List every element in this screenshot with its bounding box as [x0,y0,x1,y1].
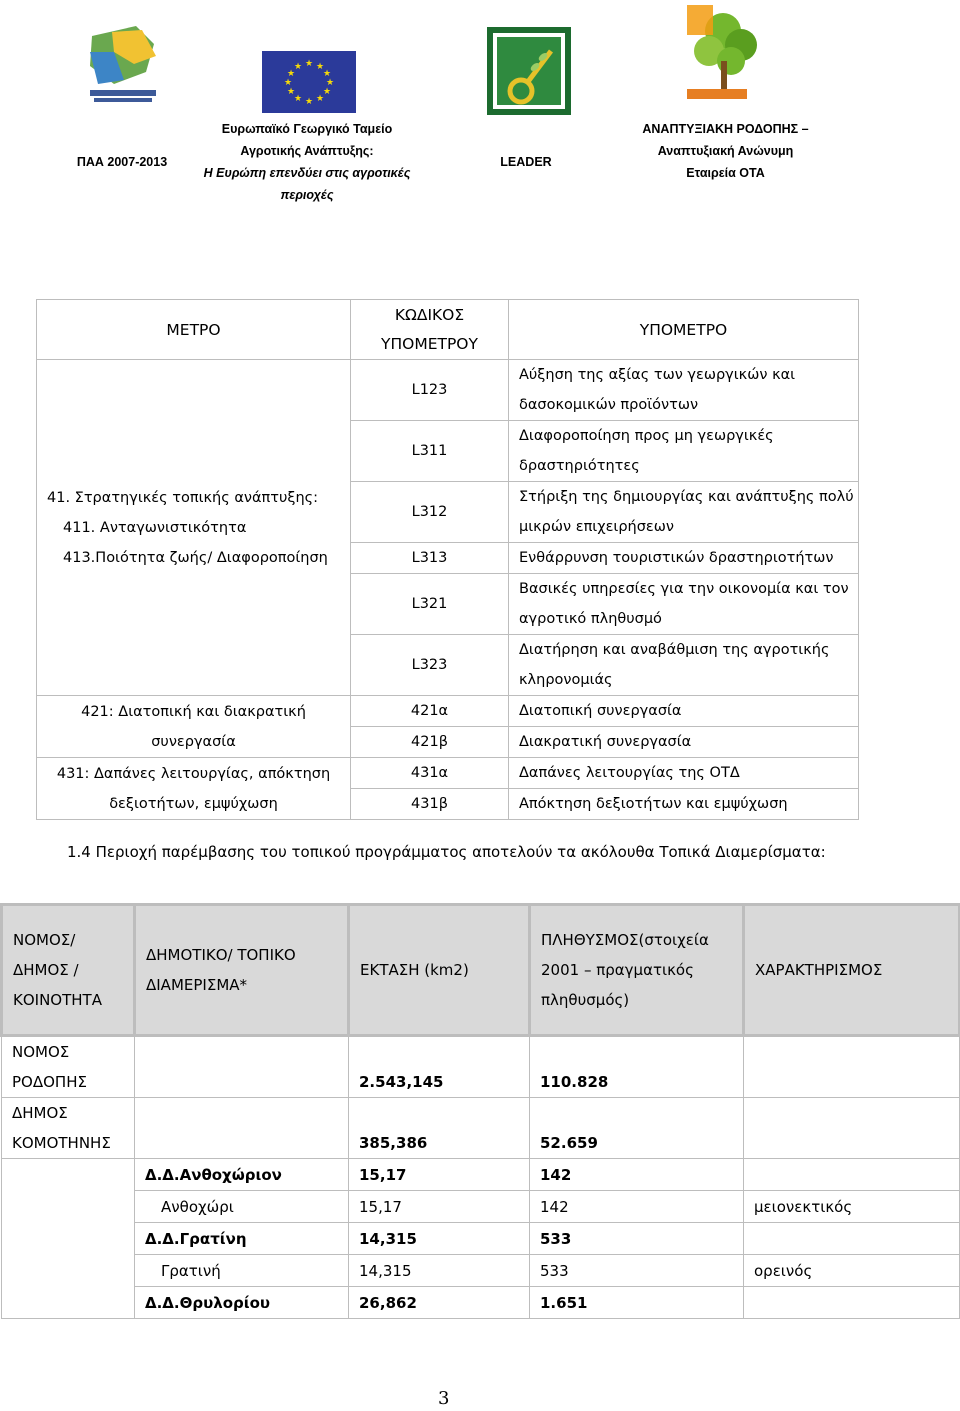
svg-text:★: ★ [304,97,314,107]
table-row [37,696,859,727]
table-row [2,1159,960,1191]
svg-text:★: ★ [283,78,293,88]
dimos-area: 385,386 [349,1098,530,1159]
district-name: Γρατινή [135,1255,349,1287]
svg-text:★: ★ [315,94,325,104]
submeasure-desc: Διακρατική συνεργασία [509,727,859,758]
svg-text:★: ★ [304,59,314,69]
district-population: 533 [530,1255,744,1287]
submeasure-desc: Απόκτηση δεξιοτήτων και εμψύχωση [509,789,859,820]
districts-header-row [2,905,960,1036]
empty-cell [135,1036,349,1098]
col-header-submeasure-code: ΚΩΔΙΚΟΣ ΥΠΟΜΕΤΡΟΥ [351,300,509,360]
districts-table [0,903,960,1319]
nomos-area: 2.543,145 [349,1036,530,1098]
district-name: Δ.Δ.Γρατίνη [135,1223,349,1255]
measure-421-line: 421: Διατοπική και διακρατική [81,703,306,720]
table-row [2,1098,960,1159]
empty-cell [744,1036,960,1098]
dimos-population: 52.659 [530,1098,744,1159]
measure-411-line: 411. Ανταγωνιστικότητα [63,519,247,536]
district-character [744,1287,960,1319]
svg-text:★: ★ [322,87,332,97]
district-area: 26,862 [349,1287,530,1319]
district-population: 1.651 [530,1287,744,1319]
measure-421-cell [37,696,351,758]
measure-431-line: δεξιοτήτων, εμψύχωση [109,795,278,812]
measure-413-line: 413.Ποιότητα ζωής/ Διαφοροποίηση [63,549,328,566]
submeasure-desc: Ενθάρρυνση τουριστικών δραστηριοτήτων [509,543,859,574]
header-leader-label: LEADER [500,155,552,169]
measures-header-row [37,300,859,360]
nomos-line: ΝΟΜΟΣ [12,1043,70,1061]
header-program-label: ΠΑΑ 2007-2013 [76,155,168,169]
submeasure-code: 431β [351,789,509,820]
svg-text:★: ★ [293,94,303,104]
submeasure-code: 421α [351,696,509,727]
col-header-submeasure: ΥΠΟΜΕΤΡΟ [509,300,859,360]
header-eafrd-text: Ευρωπαϊκό Γεωργικό Ταμείο Αγροτικής Ανάπτυξης: Η Ευρώπη επενδύει στις αγροτικές περιοχές [203,122,411,202]
measure-41-cell [37,360,351,696]
anaptyxiaki-rodopis-logo [683,3,769,103]
measure-431-cell [37,758,351,820]
table-row [2,1036,960,1098]
header-line: ΝΟΜΟΣ/ [13,931,76,949]
submeasure-desc: Βασικές υπηρεσίες για την οικονομία και τον αγροτικό πληθυσμό [509,574,859,635]
header-line: ΔΗΜΟΤΙΚΟ/ ΤΟΠΙΚΟ [146,946,296,964]
dimos-line: ΔΗΜΟΣ [12,1104,68,1122]
table-row [37,360,859,421]
eu-flag-logo [262,51,356,113]
district-area: 15,17 [349,1159,530,1191]
svg-text:★: ★ [325,78,335,88]
header-line: πληθυσμός) [541,991,630,1009]
submeasure-code: L313 [351,543,509,574]
svg-text:★: ★ [322,69,332,79]
district-character: ορεινός [744,1255,960,1287]
district-character [744,1223,960,1255]
submeasure-code: L123 [351,360,509,421]
submeasure-code: L321 [351,574,509,635]
district-name: Ανθοχώρι [135,1191,349,1223]
empty-cell [135,1098,349,1159]
header-line: ΠΛΗΘΥΣΜΟΣ(στοιχεία [541,931,709,949]
district-area: 15,17 [349,1191,530,1223]
submeasure-desc: Στήριξη της δημιουργίας και ανάπτυξης πολύ μικρών επιχειρήσεων [509,482,859,543]
submeasure-code: 421β [351,727,509,758]
nomos-label [2,1036,135,1098]
submeasure-desc: Δαπάνες λειτουργίας της ΟΤΔ [509,758,859,789]
table-row [2,1287,960,1319]
table-row [2,1255,960,1287]
col-header-area: ΕΚΤΑΣΗ (km2) [349,905,530,1036]
submeasure-desc: Αύξηση της αξίας των γεωργικών και δασοκομικών προϊόντων [509,360,859,421]
measure-41-line: 41. Στρατηγικές τοπικής ανάπτυξης: [47,489,319,506]
nomos-line: ΡΟΔΟΠΗΣ [12,1073,87,1091]
col-header-population [530,905,744,1036]
district-population: 533 [530,1223,744,1255]
district-area: 14,315 [349,1223,530,1255]
empty-cell [2,1159,135,1319]
section-title: 1.4 Περιοχή παρέμβασης του τοπικού προγράμματος αποτελούν τα ακόλουθα Τοπικά Διαμερίσματα: [67,843,826,861]
page-number: 3 [438,1388,450,1409]
dimos-label [2,1098,135,1159]
district-population: 142 [530,1191,744,1223]
district-character: μειονεκτικός [744,1191,960,1223]
header-line: ΚΟΙΝΟΤΗΤΑ [13,991,102,1009]
submeasure-code: L311 [351,421,509,482]
district-area: 14,315 [349,1255,530,1287]
district-population: 142 [530,1159,744,1191]
submeasure-code: L312 [351,482,509,543]
table-row [2,1191,960,1223]
header-line: 2001 – πραγματικός [541,961,694,979]
measure-431-line: 431: Δαπάνες λειτουργίας, απόκτηση [56,765,331,782]
district-name: Δ.Δ.Θρυλορίου [135,1287,349,1319]
empty-cell [744,1098,960,1159]
col-header-measure: ΜΕΤΡΟ [37,300,351,360]
leader-logo [487,27,571,115]
svg-text:★: ★ [293,62,303,72]
submeasure-desc: Διατοπική συνεργασία [509,696,859,727]
dimos-line: ΚΟΜΟΤΗΝΗΣ [12,1134,111,1152]
district-name: Δ.Δ.Ανθοχώριον [135,1159,349,1191]
district-character [744,1159,960,1191]
svg-text:★: ★ [286,69,296,79]
col-header-characterization: ΧΑΡΑΚΤΗΡΙΣΜΟΣ [744,905,960,1036]
col-header-district [135,905,349,1036]
header-line: ΔΙΑΜΕΡΙΣΜΑ* [146,976,248,994]
submeasure-desc: Διατήρηση και αναβάθμιση της αγροτικής κληρονομιάς [509,635,859,696]
program-logo [84,22,164,108]
header-line: ΔΗΜΟΣ / [13,961,79,979]
svg-text:★: ★ [315,62,325,72]
header-company-text: ΑΝΑΠΤΥΞΙΑΚΗ ΡΟΔΟΠΗΣ – Αναπτυξιακή Ανώνυμη Εταιρεία ΟΤΑ [642,122,809,180]
measures-table [36,299,859,820]
svg-text:★: ★ [286,87,296,97]
col-header-nomos-dimos [2,905,135,1036]
table-row [2,1223,960,1255]
submeasure-code: L323 [351,635,509,696]
nomos-population: 110.828 [530,1036,744,1098]
submeasure-desc: Διαφοροποίηση προς μη γεωργικές δραστηριότητες [509,421,859,482]
measure-421-line: συνεργασία [151,733,236,750]
table-row [37,758,859,789]
submeasure-code: 431α [351,758,509,789]
